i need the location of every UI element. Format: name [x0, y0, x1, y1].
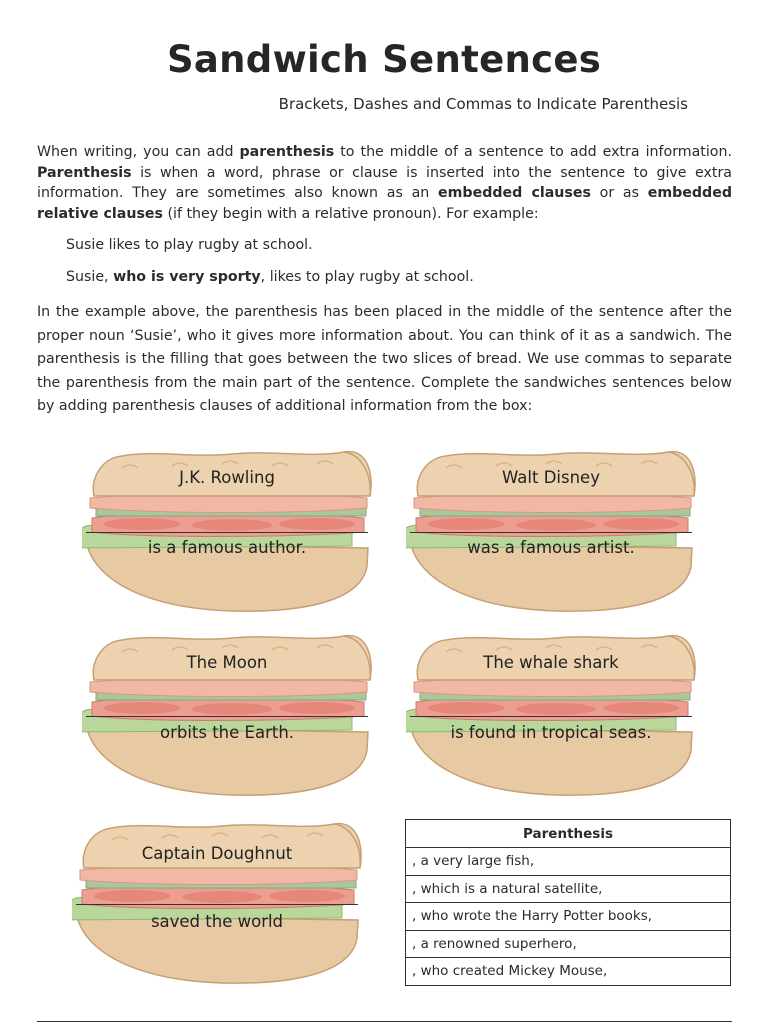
- parenthesis-option: , who wrote the Harry Potter books,: [406, 903, 731, 931]
- sandwich-bottom-label: was a famous artist.: [467, 538, 635, 557]
- parenthesis-option: , which is a natural satellite,: [406, 875, 731, 903]
- sandwich-walt-disney: [406, 448, 696, 616]
- parenthesis-table: [405, 819, 731, 986]
- explanation-paragraph: In the example above, the parenthesis has been placed in the middle of the sentence after the proper noun ‘Susie’, who it gives more information about. You can think of it as a sandwich. The parenthesis is the filling that goes between the two slices of bread. We use commas to separate the parenthesis from the main part of the sentence. Complete the sandwiches sentences below by adding parenthesis clauses of additional information from the box:: [37, 304, 732, 414]
- table-row: [406, 958, 731, 986]
- page-title: Sandwich Sentences: [166, 38, 602, 81]
- table-header: Parenthesis: [406, 820, 731, 848]
- table-header-row: [406, 820, 731, 848]
- table-row: [406, 848, 731, 876]
- answer-line[interactable]: [76, 904, 358, 905]
- sandwich-top-label: Captain Doughnut: [141, 844, 293, 863]
- sandwich-jk-rowling: [82, 448, 372, 616]
- parenthesis-option: , a very large fish,: [406, 848, 731, 876]
- sandwich-bottom-label: is found in tropical seas.: [450, 723, 652, 742]
- sandwich-bottom-label: saved the world: [150, 912, 284, 931]
- table-row: [406, 875, 731, 903]
- table-row: [406, 930, 731, 958]
- sandwich-bottom-label: orbits the Earth.: [159, 723, 295, 742]
- page-subtitle: Brackets, Dashes and Commas to Indicate Parenthesis: [278, 95, 688, 113]
- sandwich-bottom-label: is a famous author.: [147, 538, 307, 557]
- sandwich-whale-shark: [406, 632, 696, 800]
- answer-line[interactable]: [86, 532, 368, 533]
- bottom-divider: [37, 1021, 732, 1022]
- intro-paragraph: When writing, you can add parenthesis to the middle of a sentence to add extra information. Parenthesis is when a word, phrase or clause is inserted into the sentence to give extra information. They are sometimes also known as an embedded clauses or as embedded relative clauses (if they begin with a relative pronoun). For example:: [37, 144, 732, 223]
- sandwich-top-label: Walt Disney: [502, 468, 600, 487]
- sandwich-top-label: The whale shark: [483, 653, 619, 672]
- sandwich-captain-doughnut: [72, 820, 362, 988]
- parenthesis-option: , a renowned superhero,: [406, 930, 731, 958]
- answer-line[interactable]: [410, 716, 692, 717]
- sandwich-top-label: The Moon: [186, 653, 268, 672]
- parenthesis-option: , who created Mickey Mouse,: [406, 958, 731, 986]
- answer-line[interactable]: [86, 716, 368, 717]
- example-sentence-plain: Susie likes to play rugby at school.: [66, 237, 313, 253]
- example-sentence-parenthesis: Susie, who is very sporty, likes to play rugby at school.: [66, 269, 474, 285]
- sandwich-the-moon: [82, 632, 372, 800]
- table-row: [406, 903, 731, 931]
- sandwich-top-label: J.K. Rowling: [179, 468, 275, 487]
- answer-line[interactable]: [410, 532, 692, 533]
